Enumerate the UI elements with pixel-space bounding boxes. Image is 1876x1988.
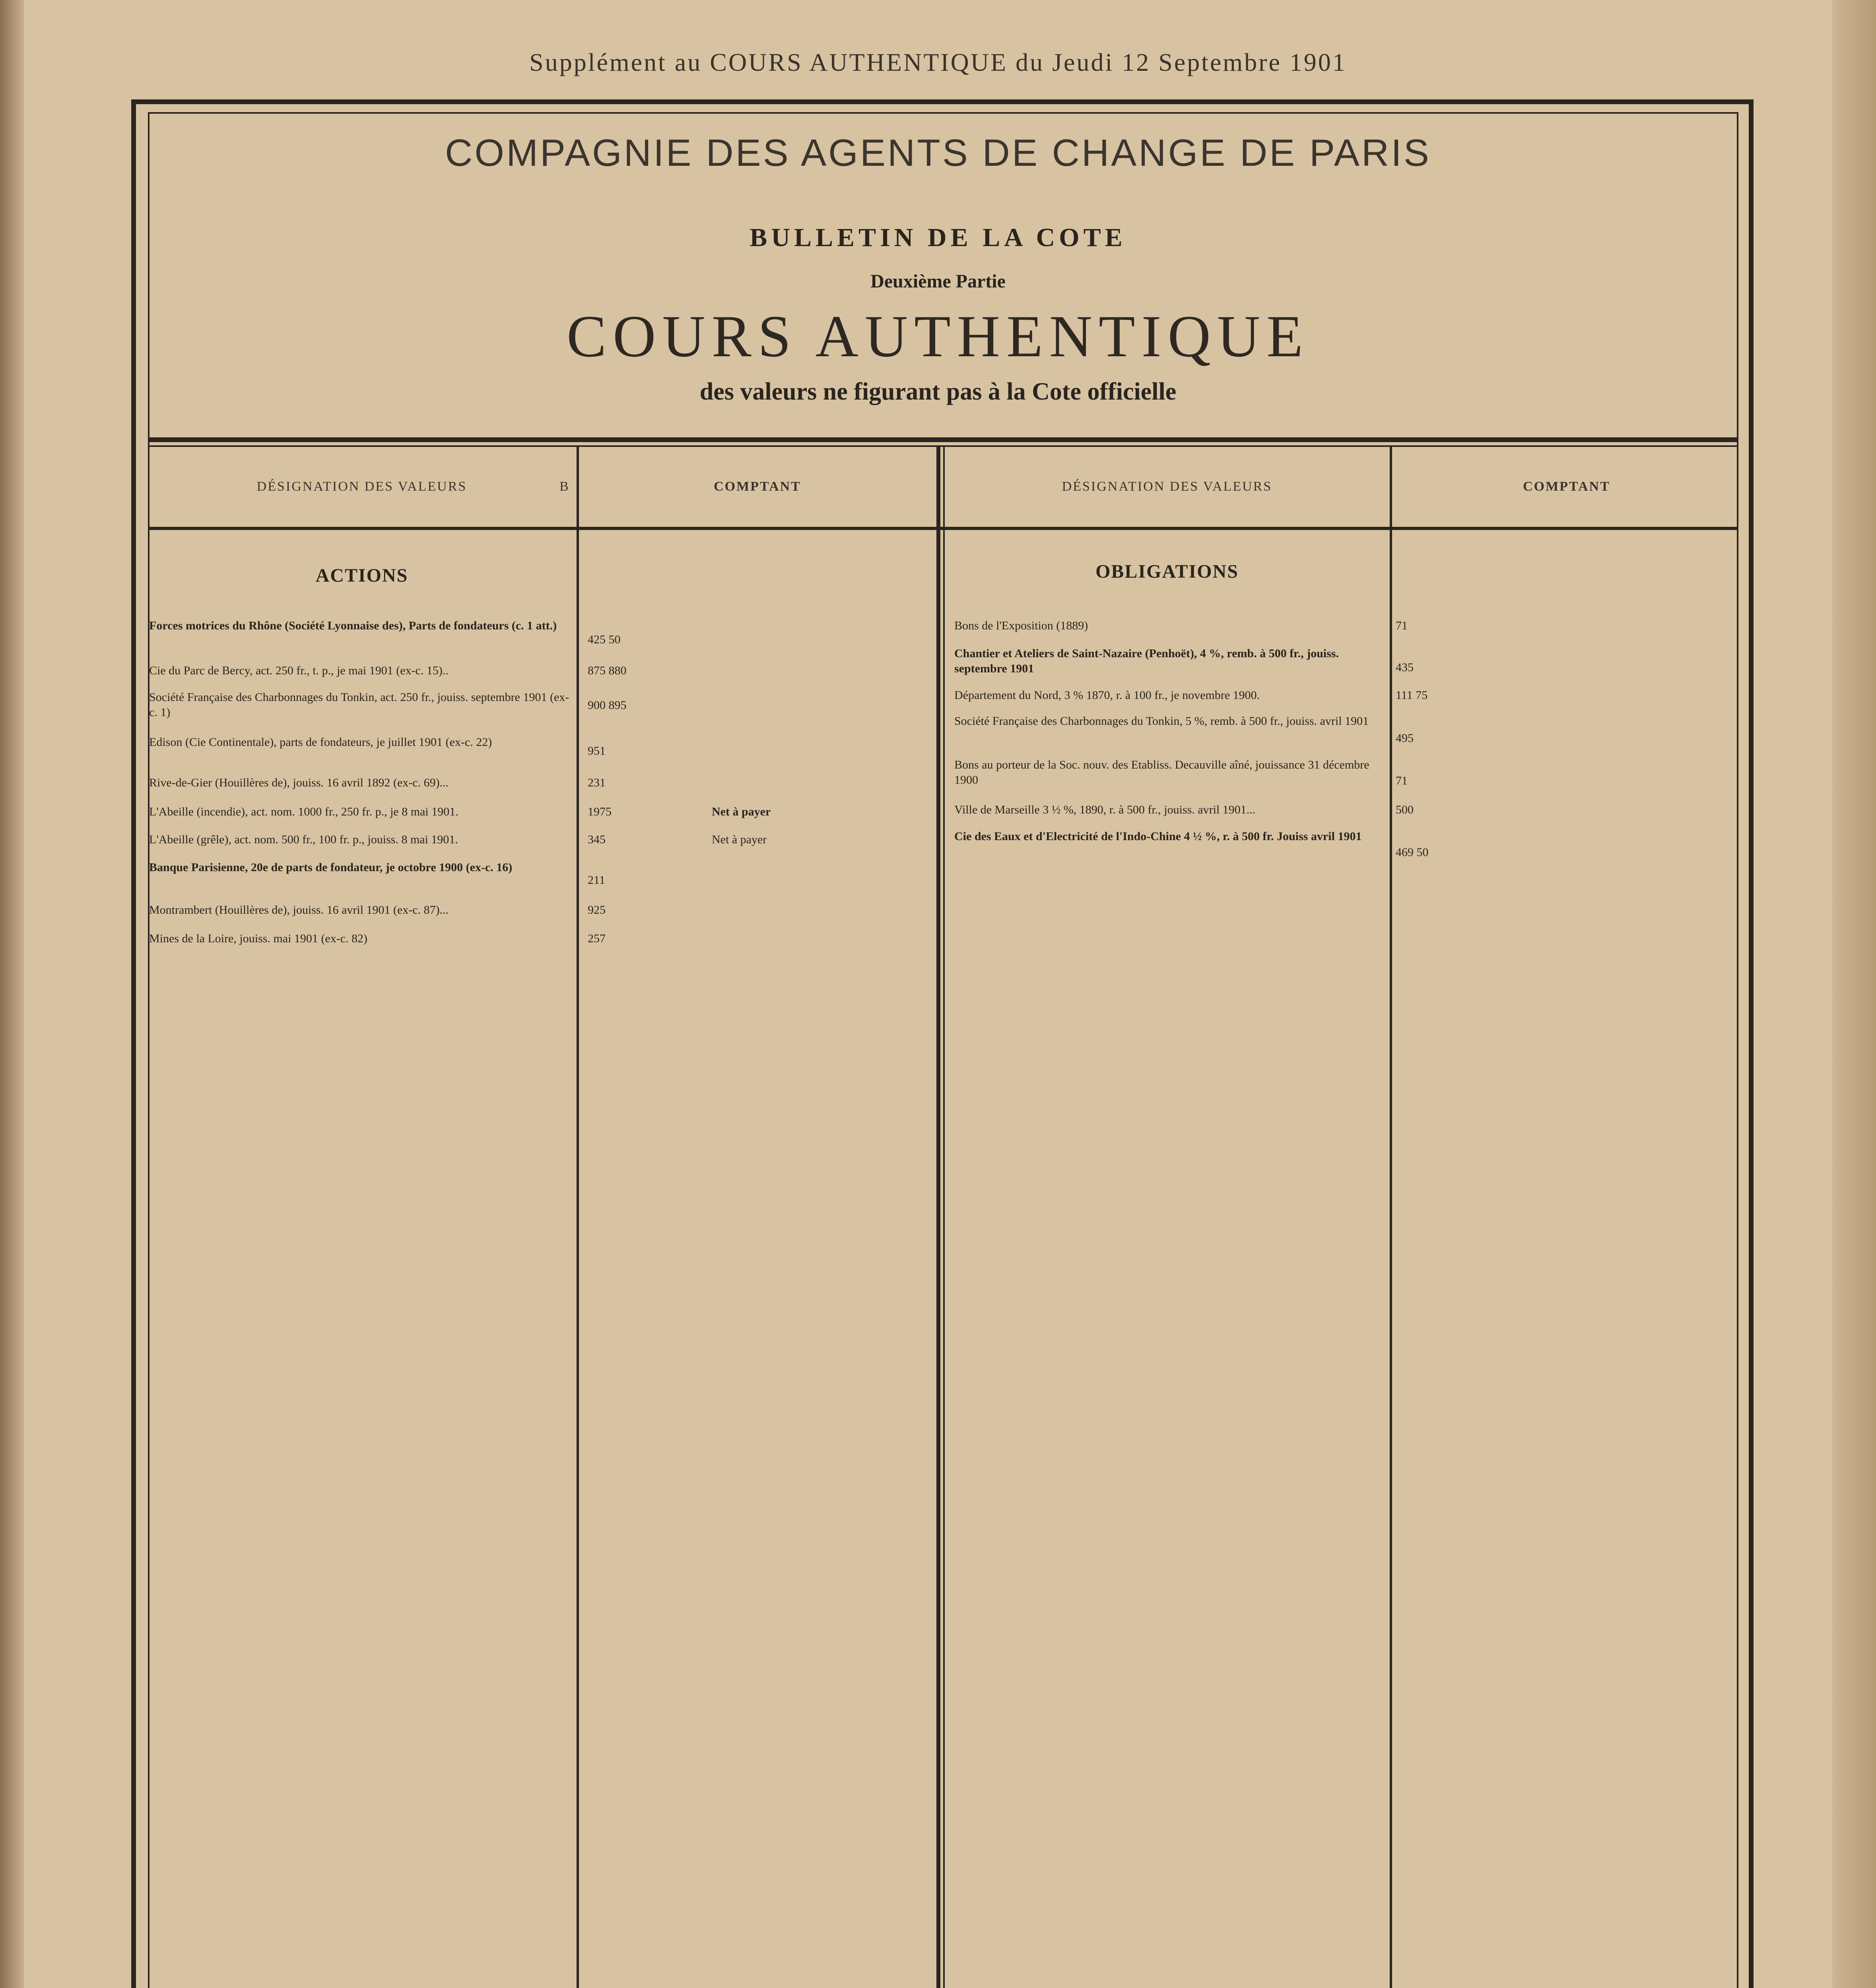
col-sep-1 (577, 447, 579, 1988)
list-item (954, 646, 1384, 676)
item-text: Cie du Parc de Bercy, act. 250 fr., t. p., je mai 1901 (ex-c. 15).. (149, 664, 449, 677)
item-text: Bons de l'Exposition (1889) (954, 619, 1088, 632)
title-rule (148, 437, 1738, 442)
page-subtitle: des valeurs ne figurant pas à la Cote officielle (699, 378, 1177, 405)
company-name: COMPAGNIE DES AGENTS DE CHANGE DE PARIS (445, 132, 1431, 174)
header-comptant-left: COMPTANT (714, 479, 801, 494)
header-designation-left: DÉSIGNATION DES VALEURS (256, 479, 467, 494)
list-item (954, 618, 1384, 633)
item-value: 500 (1396, 803, 1414, 816)
list-item (149, 735, 571, 750)
col-sep-2 (936, 447, 940, 1988)
supplement-line: Supplément au COURS AUTHENTIQUE du Jeudi 12 Septembre 1901 (529, 48, 1347, 76)
bulletin-title: BULLETIN DE LA COTE (750, 223, 1126, 252)
page-edge (1832, 0, 1876, 1988)
item-text: Ville de Marseille 3 ½ %, 1890, r. à 500 fr., jouiss. avril 1901... (954, 803, 1256, 816)
item-value: 495 (1396, 732, 1414, 745)
item-value: 211 (588, 874, 605, 887)
list-item (149, 860, 571, 875)
item-text: Rive-de-Gier (Houillères de), jouiss. 16 avril 1892 (ex-c. 69)... (149, 776, 449, 789)
item-text: L'Abeille (incendie), act. nom. 1000 fr., 250 fr. p., je 8 mai 1901. (149, 805, 458, 818)
section-actions: ACTIONS (315, 565, 408, 586)
item-value: 425 50 (588, 633, 621, 646)
list-item (149, 931, 571, 946)
list-item (149, 832, 571, 847)
item-text: Edison (Cie Continentale), parts de fondateurs, je juillet 1901 (ex-c. 22) (149, 736, 492, 749)
item-text: Forces motrices du Rhône (Société Lyonnaise des), Parts de fondateurs (c. 1 att.) (149, 619, 557, 632)
item-note: Net à payer (712, 805, 771, 818)
item-note: Net à payer (712, 833, 767, 846)
col-sep-3 (1390, 447, 1392, 1988)
item-text: L'Abeille (grêle), act. nom. 500 fr., 100 fr. p., jouiss. 8 mai 1901. (149, 833, 458, 846)
page-title: COURS AUTHENTIQUE (567, 303, 1309, 369)
item-value: 951 (588, 744, 606, 757)
list-item (954, 757, 1384, 788)
part-label: Deuxième Partie (870, 271, 1006, 292)
item-value: 71 (1396, 619, 1408, 632)
header-b: B (559, 479, 570, 494)
item-value: 231 (588, 776, 606, 789)
item-text: Mines de la Loire, jouiss. mai 1901 (ex-c. 82) (149, 932, 368, 945)
item-value: 900 895 (588, 699, 627, 712)
list-item (149, 804, 571, 819)
list-item (149, 663, 571, 678)
item-text: Département du Nord, 3 % 1870, r. à 100 fr., je novembre 1900. (954, 689, 1260, 702)
item-text: Société Française des Charbonnages du Tonkin, act. 250 fr., jouiss. septembre 1901 (ex-c. 1) (149, 691, 569, 719)
list-item (149, 618, 571, 633)
item-value: 1975 (588, 805, 612, 818)
item-value: 925 (588, 903, 606, 916)
item-value: 71 (1396, 774, 1408, 787)
item-text: Montrambert (Houillères de), jouiss. 16 avril 1901 (ex-c. 87)... (149, 903, 449, 916)
item-value: 111 75 (1396, 689, 1428, 702)
item-text: Cie des Eaux et d'Electricité de l'Indo-Chine 4 ½ %, r. à 500 fr. Jouiss avril 1901 (954, 830, 1362, 843)
item-value: 257 (588, 932, 606, 945)
list-item (954, 714, 1384, 729)
list-item (149, 690, 571, 720)
item-value: 345 (588, 833, 606, 846)
item-value: 435 (1396, 661, 1414, 674)
book-binding (0, 0, 24, 1988)
item-text: Banque Parisienne, 20e de parts de fondateur, je octobre 1900 (ex-c. 16) (149, 861, 513, 874)
list-item (954, 829, 1384, 844)
list-item (149, 903, 571, 918)
header-comptant-right: COMPTANT (1523, 479, 1610, 494)
item-value: 469 50 (1396, 846, 1429, 859)
item-text: Société Française des Charbonnages du Tonkin, 5 %, remb. à 500 fr., jouiss. avril 1901 (954, 714, 1369, 728)
list-item (954, 688, 1384, 703)
header-designation-right: DÉSIGNATION DES VALEURS (1062, 479, 1272, 494)
section-obligations: OBLIGATIONS (1095, 561, 1239, 582)
item-text: Chantier et Ateliers de Saint-Nazaire (Penhoët), 4 %, remb. à 500 fr., jouiss. septembre 1901 (954, 647, 1339, 675)
item-value: 875 880 (588, 664, 627, 677)
col-sep-2b (943, 447, 945, 1988)
item-text: Bons au porteur de la Soc. nouv. des Etabliss. Decauville aîné, jouissance 31 décembre 1900 (954, 758, 1369, 786)
list-item (149, 775, 571, 790)
header-rule (148, 527, 1738, 530)
list-item (954, 802, 1384, 817)
